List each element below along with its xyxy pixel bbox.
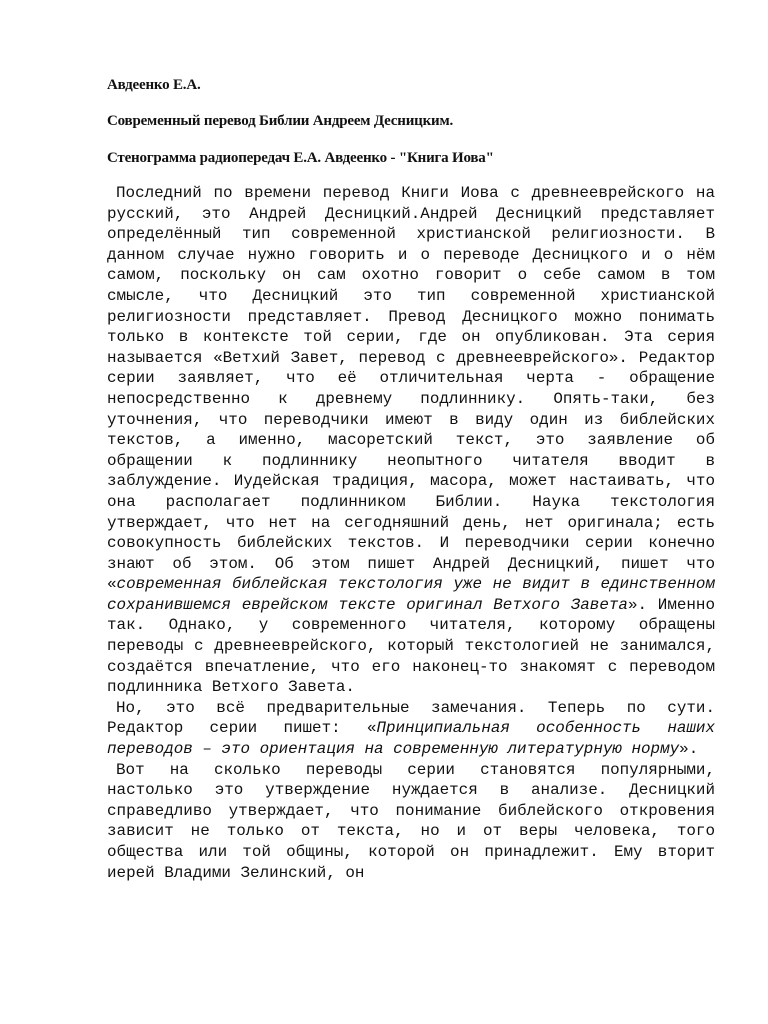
paragraph-2 <box>107 698 715 760</box>
paragraph-2-text-a: Но, это всё предварительные замечания. Теперь по сути. Редактор серии пишет: « <box>107 698 715 738</box>
paragraph-1-text-a: Последний по времени перевод Книги Иова с древнееврейского на русский, это Андрей Десницкий.Андрей Десницкий представляет определённый тип современной христианской религиозности. В данном случае нужно говорить и о переводе Десницкого и о нём самом, поскольку он сам охотно говорит о себе самом в том смысле, что Десницкий это тип современной христианской религиозности представляет. Превод Десницкого можно понимать только в контексте той серии, где он опубликован. Эта серия называется «Ветхий Завет, перевод с древнееврейского». Редактор серии заявляет, что её отличительная черта - обращение непосредственно к древнему подлиннику. Опять-таки, без уточнения, что переводчики имеют в виду один из библейских текстов, а именно, масоретский текст, это заявление об обращении к подлиннику неопытного читателя вводит в заблуждение. Иудейская традиция, масора, может настаивать, что она располагает подлинником Библии. Наука текстология утверждает, что нет на сегодняшний день, нет оригинала; есть совокупность библейских текстов. И переводчики серии конечно знают об этом. Об этом пишет Андрей Десницкий, пишет что « <box>107 184 715 594</box>
document-body <box>107 183 715 883</box>
document-subtitle: Стенограмма радиопередач Е.А. Авдеенко - "Книга Иова" <box>107 150 494 166</box>
paragraph-3-text: Вот на сколько переводы серии становятся популярными, настолько это утверждение нуждается в анализе. Десницкий справедливо утверждает, что понимание библейского откровения зависит не только от текста, но и от веры человека, того общества или той общины, которой он принадлежит. Ему вторит иерей Владими Зелинский, он <box>107 760 715 882</box>
paragraph-2-quote: Принципиальная особенность наших переводов – это ориентация на современную литературную норму <box>107 719 715 759</box>
document-author: Авдеенко Е.А. <box>107 77 201 93</box>
document-title: Современный перевод Библии Андреем Десницким. <box>107 113 454 129</box>
paragraph-1 <box>107 183 715 698</box>
paragraph-2-text-b: ». <box>679 740 699 759</box>
paragraph-1-text-b: ». Именно так. Однако, у современного читателя, которому обращены переводы с древнееврейского, который текстологией не занимался, создаётся впечатление, что его наконец-то знакомят с переводом подлинника Ветхого Завета. <box>107 595 715 697</box>
paragraph-3 <box>107 760 715 884</box>
paragraph-1-quote: современная библейская текстология уже не видит в единственном сохранившемся еврейском тексте оригинал Ветхого Завета <box>107 575 715 614</box>
